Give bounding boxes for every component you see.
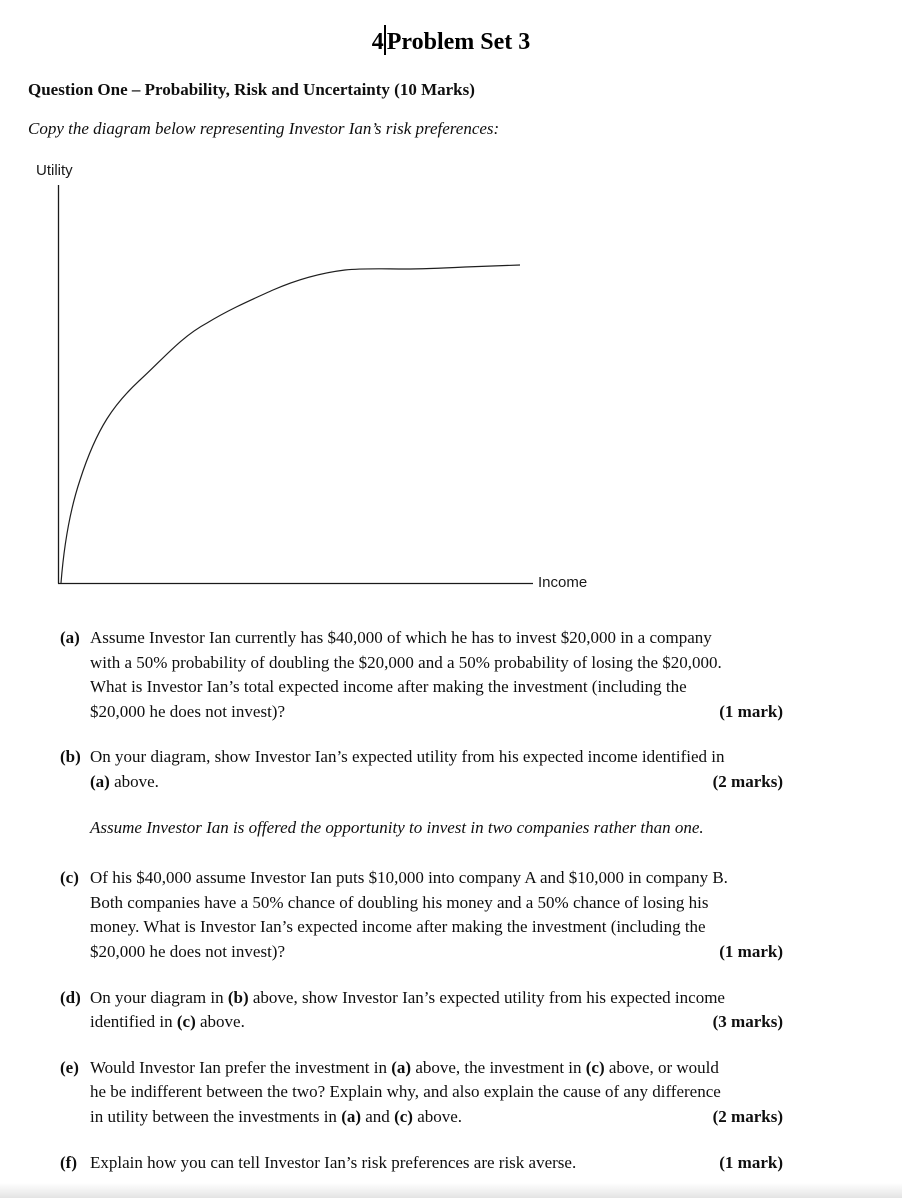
marks-label: (1 mark) [719,941,783,961]
question-line [90,700,783,725]
question-line [90,1105,783,1130]
title-prefix: 4 [371,29,384,55]
question-text: he be indifferent between the two? Explain why, and also explain the cause of any difference [90,1082,721,1102]
question-line [90,1080,783,1105]
question-text: money. What is Investor Ian’s expected income after making the investment (including the [90,917,706,937]
question-line [90,940,783,965]
question-text: Assume Investor Ian currently has $40,000 of which he has to invest $20,000 in a company [90,628,712,647]
question-line [90,626,783,651]
question-line [90,866,783,891]
diagram-canvas [0,160,650,610]
question-line [90,770,783,795]
question-line [90,1056,783,1081]
question-line [90,1151,783,1176]
question-text: On your diagram in (b) above, show Investor Ian’s expected utility from his expected income [90,987,725,1007]
question-a [60,626,783,724]
question-label: (b) [60,747,81,767]
question-line [90,915,783,940]
title-text: Problem Set 3 [386,29,531,55]
y-axis-label: Utility [36,162,73,179]
question-line [90,891,783,916]
x-axis-label: Income [538,574,588,591]
question-label: (d) [60,987,81,1007]
question-line [90,1010,783,1035]
intro-instruction: Copy the diagram below representing Investor Ian’s risk preferences: [28,119,500,138]
question-e [60,1056,783,1130]
question-text: What is Investor Ian’s total expected income after making the investment (including the [90,677,687,697]
question-text: Would Investor Ian prefer the investment in (a) above, the investment in (c) above, or would [90,1057,719,1077]
question-f [60,1151,783,1176]
question-label: (a) [60,628,80,647]
question-text: On your diagram, show Investor Ian’s expected utility from his expected income identified in [90,747,725,767]
question-label: (e) [60,1057,79,1077]
marks-label: (1 mark) [719,1152,783,1172]
question-text: with a 50% probability of doubling the $20,000 and a 50% probability of losing the $20,000. [90,652,722,672]
question-text: in utility between the investments in (a) and (c) above. [90,1106,463,1126]
question-text: Both companies have a 50% chance of doubling his money and a 50% chance of losing his [90,892,709,912]
utility-curve [61,265,520,583]
marks-label: (2 marks) [712,1106,783,1126]
page-title [0,25,902,56]
question-text: Explain how you can tell Investor Ian’s risk preferences are risk averse. [90,1152,577,1172]
utility-income-diagram [0,160,650,610]
question-line [90,986,783,1011]
question-b [60,745,783,794]
question-d [60,986,783,1035]
question-label: (f) [60,1152,77,1172]
question-c [60,866,783,964]
question-line [90,651,783,676]
question-text: (a) above. [90,771,159,791]
marks-label: (1 mark) [719,701,783,721]
marks-label: (3 marks) [712,1012,783,1032]
question-text: Of his $40,000 assume Investor Ian puts $10,000 into company A and $10,000 in company B. [90,868,728,888]
question-text: identified in (c) above. [90,1012,245,1032]
question-text: $20,000 he does not invest)? [90,941,285,961]
question-line [90,745,783,770]
interlude-note: Assume Investor Ian is offered the opportunity to invest in two companies rather than one. [90,817,704,837]
question-text: $20,000 he does not invest)? [90,701,285,721]
body-blocks [60,626,783,1196]
question-line [90,675,783,700]
question-one-heading: Question One – Probability, Risk and Uncertainty (10 Marks) [28,80,475,99]
marks-label: (2 marks) [712,771,783,791]
question-label: (c) [60,868,79,888]
